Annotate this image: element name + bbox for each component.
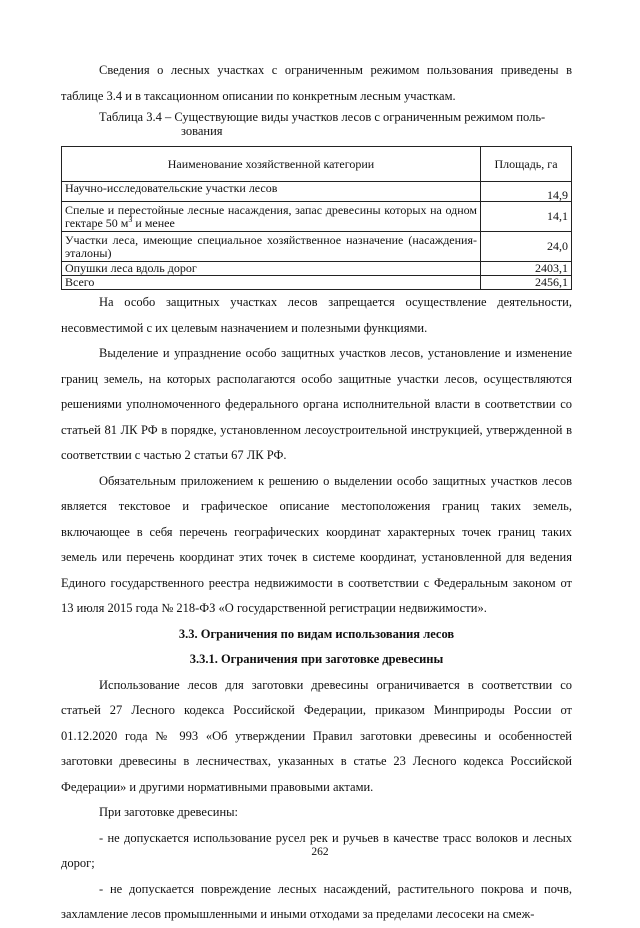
restricted-areas-table [61,146,572,290]
paragraph: На особо защитных участках лесов запрещается осуществление деятельности, несовместимой с их целевым назначением и полезными функциями. [61,295,572,335]
row-area: 2403,1 [481,262,572,276]
table-caption [61,110,572,138]
list-item: - не допускается повреждение лесных насаждений, растительного покрова и почв, захламление лесов промышленными и иными отходами за пределами лесосеки на смеж- [61,881,572,921]
table-row-total [62,276,572,290]
table-row [62,262,572,276]
header-category: Наименование хозяйственной категории [62,147,481,182]
row-name: Научно-исследовательские участки лесов [62,182,481,202]
page-content [61,58,572,928]
section-heading: 3.3. Ограничения по видам использования лесов [178,626,455,641]
row-area: 14,1 [481,202,572,232]
paragraph: При заготовке древесины: [99,805,239,819]
subsection-heading: 3.3.1. Ограничения при заготовке древесины [189,652,444,666]
page-number: 262 [311,846,329,858]
table-caption-line2: зования [181,124,223,138]
paragraph: Обязательным приложением к решению о выделении особо защитных участков лесов является текстовое и графическое описание местоположения границ таких земель, включающее в себя перечень географических координат характерных точек границ таких земель или перечень координат этих точек в системе координат, установленной для ведения Единого государственного реестра недвижимости в соответствии с Федеральным законом от 13 июля 2015 года № 218-ФЗ «О государственной регистрации недвижимости». [61,473,572,615]
header-area: Площадь, га [481,147,572,182]
row-area: 2456,1 [481,276,572,290]
table-caption-line1: Таблица 3.4 – Существующие виды участков лесов с ограниченным режимом поль- [99,110,546,124]
row-name: Всего [62,276,481,290]
table-row [62,202,572,232]
row-area: 24,0 [481,232,572,262]
paragraph: Выделение и упразднение особо защитных участков лесов, установление и изменение границ земель, на которых располагаются особо защитные участки лесов, осуществляются решениями уполномоченного федерального органа исполнительной власти в соответствии со статьей 81 ЛК РФ в порядке, установленном лесоустроительной инструкцией, утвержденной в соответствии с частью 2 статьи 67 ЛК РФ. [61,346,572,462]
row-name: Опушки леса вдоль дорог [62,262,481,276]
paragraph: Использование лесов для заготовки древесины ограничивается в соответствии со статьей 27 Лесного кодекса Российской Федерации, приказом Минприроды России от 01.12.2020 года № 993 «Об утверждении Правил заготовки древесины и особенностей заготовки древесины в лесничествах, указанных в статье 23 Лесного кодекса Российской Федерации» и другими нормативными правовыми актами. [61,677,572,794]
row-name: Спелые и перестойные лесные насаждения, запас древесины которых на одном гектаре 50 $м^3$ и менее [62,202,481,232]
table-row [62,182,572,202]
list-item: - не допускается использование русел рек и ручьев в качестве трасс волоков и лесных дорог; [61,830,572,870]
intro-paragraph: Сведения о лесных участках с ограниченным режимом пользования приведены в таблице 3.4 и в таксационном описании по конкретным лесным участкам. [61,63,572,103]
row-name: Участки леса, имеющие специальное хозяйственное назначение (насаждения-эталоны) [62,232,481,262]
table-row [62,232,572,262]
table-header-row [62,147,572,182]
row-area: 14,9 [481,182,572,202]
